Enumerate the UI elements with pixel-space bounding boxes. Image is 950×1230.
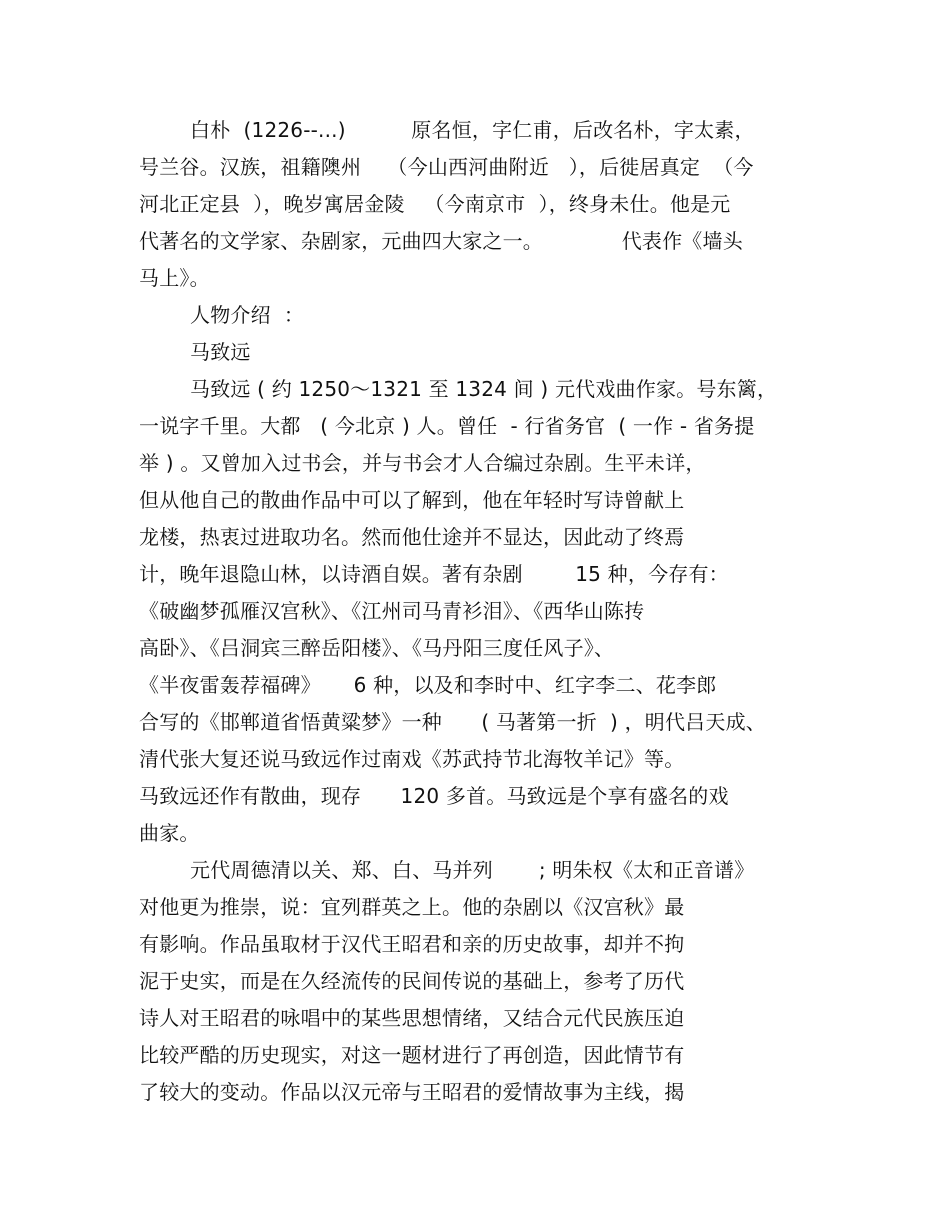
text-line: 马上》。 bbox=[139, 266, 210, 290]
text-line: 一说字千里。大都 ( 今北京 ) 人。曾任 - 行省务官 ( 一作 - 省务提 bbox=[139, 414, 755, 438]
text-line: 但从他自己的散曲作品中可以了解到，他在年轻时写诗曾献上 bbox=[139, 488, 685, 512]
text-line: 举 ) 。又曾加入过书会，并与书会才人合编过杂剧。生平未详， bbox=[139, 451, 706, 475]
text-line: 对他更为推崇，说：宜列群英之上。他的杂剧以《汉宫秋》最 bbox=[139, 895, 685, 919]
text-line: 计，晚年退隐山林，以诗酒自娱。著有杂剧 15 种，今存有： bbox=[139, 562, 729, 586]
text-line: 元代周德清以关、郑、白、马并列 ; 明朱权《太和正音谱》 bbox=[190, 858, 755, 882]
text-line: 河北正定县 ），晚岁寓居金陵 （今南京市 ），终身未仕。他是元 bbox=[139, 192, 731, 216]
text-line: 马致远 ( 约 1250～1321 至 1324 间 ) 元代戏曲作家。号东篱， bbox=[190, 377, 778, 401]
text-line: 号兰谷。汉族，祖籍隩州 （今山西河曲附近 ），后徙居真定 （今 bbox=[139, 155, 754, 179]
text-line: 马致远还作有散曲，现存 120 多首。马致远是个享有盛名的戏 bbox=[139, 784, 729, 808]
text-line: 白朴 (1226--...) 原名恒，字仁甫，后改名朴，字太素， bbox=[190, 118, 755, 142]
section-heading: 人物介绍 ： bbox=[190, 303, 305, 327]
text-line: 曲家。 bbox=[139, 821, 200, 845]
text-line: 有影响。作品虽取材于汉代王昭君和亲的历史故事，却并不拘 bbox=[139, 932, 685, 956]
text-line: 代著名的文学家、杂剧家，元曲四大家之一。 代表作《墙头 bbox=[139, 229, 743, 253]
text-line: 比较严酷的历史现实，对这一题材进行了再创造，因此情节有 bbox=[139, 1043, 685, 1067]
text-line: 了较大的变动。作品以汉元帝与王昭君的爱情故事为主线，揭 bbox=[139, 1080, 685, 1104]
text-line: 高卧》、《吕洞宾三醉岳阳楼》、《马丹阳三度任风子》、 bbox=[139, 636, 615, 660]
text-line: 泥于史实，而是在久经流传的民间传说的基础上，参考了历代 bbox=[139, 969, 685, 993]
text-line: 清代张大复还说马致远作过南戏《苏武持节北海牧羊记》等。 bbox=[139, 747, 685, 771]
person-name-heading: 马致远 bbox=[190, 340, 251, 364]
text-line: 诗人对王昭君的咏唱中的某些思想情绪，又结合元代民族压迫 bbox=[139, 1006, 685, 1030]
text-line: 《半夜雷轰荐福碑》 6 种，以及和李时中、红字李二、花李郎 bbox=[139, 673, 717, 697]
text-line: 龙楼，热衷过进取功名。然而他仕途并不显达，因此动了终焉 bbox=[139, 525, 685, 549]
text-line: 《破幽梦孤雁汉宫秋》、《江州司马青衫泪》、《西华山陈抟 bbox=[139, 599, 645, 623]
text-line: 合写的《邯郸道省悟黄粱梦》一种 ( 马著第一折 ) ，明代吕天成、 bbox=[139, 710, 766, 734]
